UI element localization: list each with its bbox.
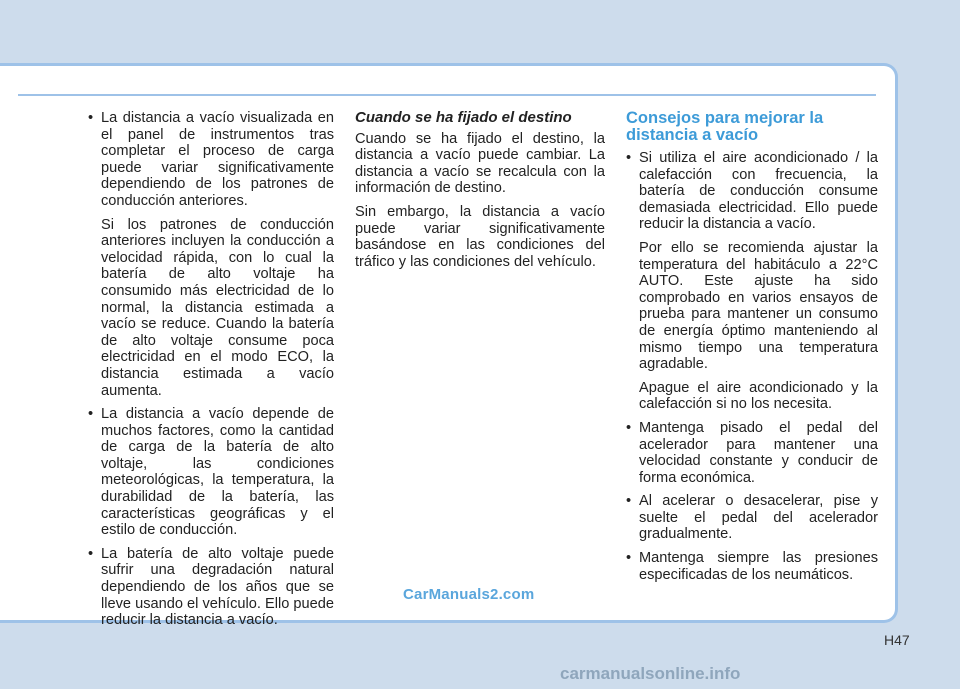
list-item: [626, 150, 878, 233]
paragraph: Cuando se ha fijado el destino, la distancia a vacío puede cambiar. La distancia a vacío se recalcula con la información de destino.: [355, 130, 605, 197]
bullet-text: La batería de alto voltaje puede sufrir una degradación natural dependiendo de los años que se lleve usando el vehículo. Ello puede reducir la distancia a vacío.: [101, 545, 334, 629]
column-1-list: [88, 110, 334, 210]
bullet-text: La distancia a vacío depende de muchos factores, como la cantidad de carga de la batería de alto voltaje, las condiciones meteorológicas, la temperatura, la durabilidad de la batería, las características geográficas y el estilo de conducción.: [101, 406, 334, 539]
column-3-list: [626, 150, 878, 233]
column-1-list-2: [88, 406, 334, 629]
column-3-list-2: [626, 420, 878, 583]
bullet-icon: •: [626, 493, 632, 510]
bullet-icon: •: [88, 545, 94, 562]
bullet-text: La distancia a vacío visualizada en el panel de instrumentos tras completar el proceso de carga puede variar significativamente dependiendo de los patrones de conducción anteriores.: [101, 110, 334, 209]
section-heading-destination: Cuando se ha fijado el destino: [355, 109, 572, 126]
list-item: [626, 550, 878, 583]
bullet-text: Mantenga pisado el pedal del acelerador para mantener una velocidad constante y conducir de forma económica.: [639, 419, 878, 486]
column-2: [355, 110, 605, 277]
paragraph: Sin embargo, la distancia a vacío puede variar significativamente basándose en las condiciones del tráfico y las condiciones del vehículo.: [355, 203, 605, 270]
bullet-icon: •: [626, 419, 632, 436]
footer-watermark: carmanualsonline.info: [560, 664, 741, 683]
list-item: [88, 406, 334, 539]
column-1: [88, 110, 334, 636]
bullet-icon: •: [626, 550, 632, 567]
bullet-icon: •: [626, 150, 632, 166]
page-number: H47: [884, 632, 910, 648]
sub-paragraph: Por ello se recomienda ajustar la temperatura del habitáculo a 22°C AUTO. Este ajuste ha sido comprobado en varios ensayos de prueba para mantener un consumo de energía óptimo manteniendo al mismo tiempo una temperatura agradable.: [639, 239, 878, 373]
watermark-link[interactable]: CarManuals2.com: [403, 586, 535, 603]
sub-paragraph: Apague el aire acondicionado y la calefacción si no los necesita.: [639, 379, 878, 413]
bullet-text: Mantenga siempre las presiones especificadas de los neumáticos.: [639, 550, 878, 583]
bullet-icon: •: [88, 406, 94, 423]
section-heading-tips: Consejos para mejorar la distancia a vacío: [626, 109, 824, 144]
bullet-text: Al acelerar o desacelerar, pise y suelte el pedal del acelerador gradualmente.: [639, 493, 878, 543]
list-item: [88, 110, 334, 210]
header-rule: [18, 94, 876, 96]
list-item: [626, 420, 878, 486]
list-item: [626, 493, 878, 543]
bullet-text: Si utiliza el aire acondicionado / la calefacción con frecuencia, la batería de conducción consume demasiada electricidad. Ello puede reducir la distancia a vacío.: [639, 150, 878, 233]
sub-paragraph: Si los patrones de conducción anteriores incluyen la conducción a velocidad rápida, con lo cual la batería de alto voltaje ha consumido más electricidad de lo normal, la distancia estimada a vacío se reduce. Cuando la batería de alto voltaje consume poca electricidad en el modo ECO, la distancia estimada a vacío aumenta.: [101, 216, 334, 399]
list-item: [88, 546, 334, 629]
bullet-icon: •: [88, 110, 94, 126]
column-3: [626, 110, 878, 590]
